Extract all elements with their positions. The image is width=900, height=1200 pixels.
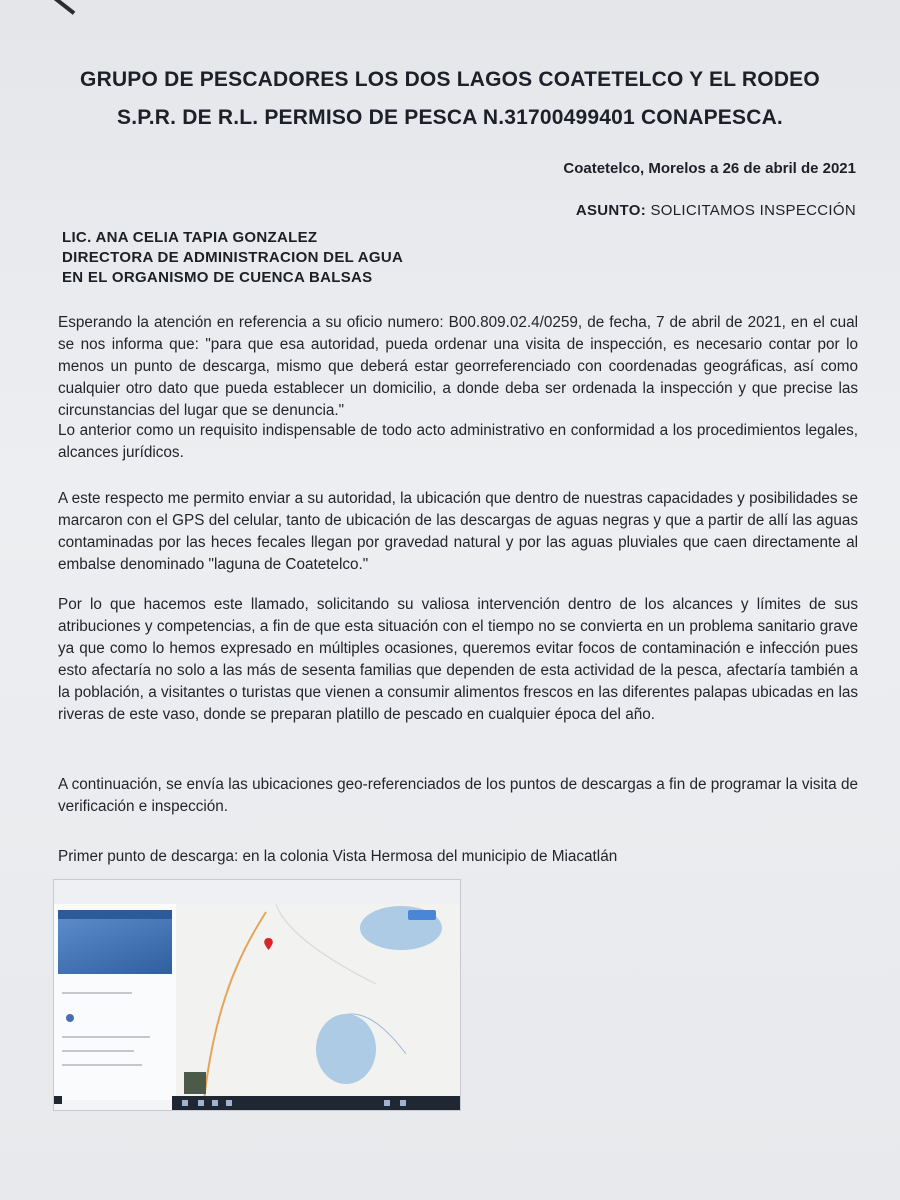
panel-text-line [62, 992, 132, 994]
layer-thumbnail [184, 1072, 206, 1094]
paragraph-locations-intro [58, 774, 858, 818]
panel-text-line [62, 1050, 134, 1052]
map-view [176, 904, 460, 1100]
paragraph-4: Por lo que hacemos este llamado, solicitando su valiosa intervención dentro de los alcances y límites de sus atribuciones y competencias, a fin de que esta situación con el tiempo no se convierta en un problema sanitario grave ya que como lo hemos expresado en múltiples ocasiones, queremos evitar focos de contaminación e infección pues esto afectaría no solo a las más de sesenta familias que dependen de esta actividad de la pesca, afectaría también a la población, a visitantes o turistas que vienen a consumir alimentos frescos en las diferentes palapas ubicadas en las riveras de este vaso, donde se preparan platillo de pescado en cualquier época del año. [58, 596, 858, 723]
directions-icon [66, 1014, 74, 1022]
paragraph-first-point [58, 846, 858, 868]
map-browser-bar [54, 880, 460, 904]
paragraph-2: Lo anterior como un requisito indispensable de todo acto administrativo en conformidad a los procedimientos legales, alcances jurídicos. [58, 422, 858, 461]
lake-shape [316, 1014, 376, 1084]
map-screenshot [54, 880, 460, 1110]
subject-label: ASUNTO: [575, 202, 646, 219]
subject-value: SOLICITAMOS INSPECCIÓN [650, 202, 856, 219]
panel-text-line [62, 1064, 142, 1066]
taskbar-icon [212, 1100, 218, 1106]
paragraph-reference [58, 312, 858, 422]
taskbar [172, 1096, 460, 1110]
addressee-name: LIC. ANA CELIA TAPIA GONZALEZ [62, 229, 318, 246]
paragraph-location [58, 488, 858, 576]
taskbar-icon [226, 1100, 232, 1106]
paragraph-request [58, 594, 858, 726]
paragraph-requirement [58, 420, 858, 464]
taskbar-icon [400, 1100, 406, 1106]
letterhead-line-2: S.P.R. DE R.L. PERMISO DE PESCA N.31700499401 CONAPESCA. [117, 106, 783, 129]
panel-text-line [62, 1036, 150, 1038]
addressee-org: EN EL ORGANISMO DE CUENCA BALSAS [62, 269, 373, 286]
taskbar-icon [384, 1100, 390, 1106]
paragraph-6: Primer punto de descarga: en la colonia Vista Hermosa del municipio de Miacatlán [58, 848, 618, 865]
paragraph-5: A continuación, se envía las ubicaciones geo-referenciados de los puntos de descargas a fin de programar la visita de verificación e inspección. [58, 776, 858, 815]
panel-corner-icon [54, 1096, 62, 1104]
map-pin-icon [264, 938, 273, 950]
map-side-panel [54, 904, 176, 1100]
addressee-block [62, 228, 403, 288]
taskbar-icon [198, 1100, 204, 1106]
map-share-button[interactable] [408, 910, 436, 920]
paragraph-1: Esperando la atención en referencia a su oficio numero: B00.809.02.4/0259, de fecha, 7 de abril de 2021, en el cual se nos informa que: "para que esa autoridad, pueda ordenar una visita de inspección, es necesario contar por lo menos un punto de descarga, mismo que deberá estar georreferenciado con coordenadas geográficas, así como cualquier otro dato que pueda establecer un domicilio, a donde deba ser ordenada la inspección y que precise las circunstancias del lugar que se denuncia." [58, 314, 858, 419]
addressee-title: DIRECTORA DE ADMINISTRACION DEL AGUA [62, 249, 404, 266]
scan-mark [51, 0, 76, 15]
place-photo [58, 910, 172, 974]
taskbar-icon [182, 1100, 188, 1106]
date-line: Coatetelco, Morelos a 26 de abril de 2021 [563, 160, 856, 177]
letterhead-line-1: GRUPO DE PESCADORES LOS DOS LAGOS COATETELCO Y EL RODEO [80, 68, 820, 91]
place-photo-header [58, 910, 172, 919]
subject-line [576, 202, 856, 219]
paragraph-3: A este respecto me permito enviar a su autoridad, la ubicación que dentro de nuestras capacidades y posibilidades se marcaron con el GPS del celular, tanto de ubicación de las descargas de aguas negras y que a partir de allí las aguas contaminadas por las heces fecales llegan por gravedad natural y por las aguas pluviales que caen directamente al embalse denominado "laguna de Coatetelco." [58, 490, 858, 573]
